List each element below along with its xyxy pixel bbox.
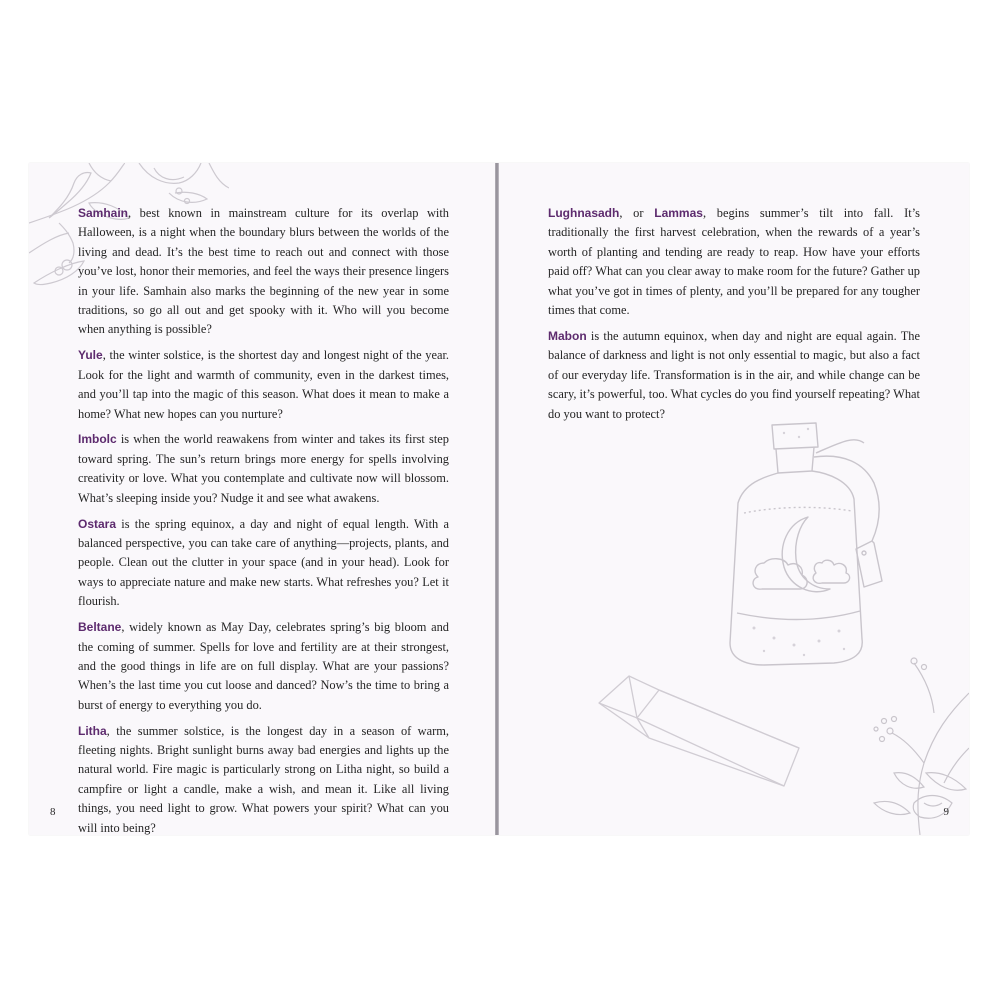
paragraph-ostara — [78, 515, 449, 612]
paragraph-text: , or — [619, 206, 655, 220]
right-page — [499, 163, 969, 835]
floral-corner-icon — [854, 653, 969, 835]
potion-bottle-moon-icon — [704, 413, 894, 673]
paragraph-text: is when the world reawakens from winter and takes its first step toward spring. The sun’s return brings more energy for spells involving creativity or love. What you contemplate and cultivate now will blossom. What’s sleeping inside you? Nudge it and see what awakens. — [78, 432, 449, 505]
term-litha: Litha — [78, 723, 107, 738]
crystal-icon — [589, 668, 819, 798]
paragraph-yule — [78, 346, 449, 424]
paragraph-text: is the autumn equinox, when day and night are equal again. The balance of darkness and light is not only essential to magic, but also a fact of our everyday life. Transformation is in the air, and while change can be scary, it’s powerful, too. What cycles do you find yourself repeating? What do you want to protect? — [548, 328, 920, 421]
term-samhain: Samhain — [78, 206, 129, 220]
paragraph-text: is the spring equinox, a day and night of equal length. With a balanced perspective, you can take care of anything—projects, plants, and people. Clean out the clutter in your space (and in your head). Look for ways to appreciate nature and make new starts. What refreshes you? Let it flourish. — [78, 516, 449, 609]
paragraph-text: , begins summer’s tilt into fall. It’s traditionally the first harvest celebration, when the rewards of a year’s worth of planting and tending are ready to reap. How have your efforts paid off? What can you clear away to make room for the future? Gather up what you’ve got in times of plenty, and you’ll be prepared for any tougher times that come. — [548, 206, 920, 318]
left-page — [29, 163, 497, 835]
paragraph-mabon — [548, 327, 920, 424]
paragraph-lughnasadh — [548, 204, 920, 320]
term-mabon: Mabon — [548, 328, 587, 343]
book-spread — [29, 163, 969, 835]
right-text-block — [548, 204, 920, 430]
paragraph-beltane — [78, 618, 449, 715]
paragraph-imbolc — [78, 430, 449, 508]
page-number: 9 — [943, 806, 949, 818]
term-lughnasadh: Lughnasadh — [548, 206, 620, 220]
term-beltane: Beltane — [78, 620, 122, 635]
paragraph-text: , best known in mainstream culture for its overlap with Halloween, is a night when the boundary blurs between the worlds of the living and dead. It’s the best time to reach out and connect with those you’ve lost, honor their memories, and feel the ways their presence lingers in your life. Samhain also marks the beginning of the new year in some traditions, so go all out and get spooky with it. Who will you become when anything is possible? — [78, 206, 449, 337]
term-yule: Yule — [78, 348, 103, 363]
left-text-block — [78, 204, 449, 835]
paragraph-text: , widely known as May Day, celebrates spring’s big bloom and the coming of summer. Spells for love and fertility are at their strongest, and the good things in life are on full display. What are your passions? When’s the last time you cut loose and danced? Now’s the time to bring a burst of energy to everything you do. — [78, 620, 449, 712]
paragraph-litha — [78, 722, 449, 835]
term-ostara: Ostara — [78, 516, 117, 531]
page-number: 8 — [50, 806, 56, 818]
term-imbolc: Imbolc — [78, 432, 117, 447]
paragraph-text: , the winter solstice, is the shortest day and longest night of the year. Look for the light and warmth of community, even in the darkest times, and you’ll tap into the magic of this season. What does it mean to make a home? What new hopes can you nurture? — [78, 348, 449, 421]
term-lammas: Lammas — [654, 206, 703, 220]
paragraph-text: , the summer solstice, is the longest day in a season of warm, fleeting nights. Bright sunlight burns away bad energies and lights up the natural world. Fire magic is particularly strong on Litha night, so build a campfire or light a candle, make a wish, and mean it. Like all living things, you need light to grow. What powers your spirit? What can you will into being? — [78, 723, 449, 835]
paragraph-samhain — [78, 204, 449, 340]
